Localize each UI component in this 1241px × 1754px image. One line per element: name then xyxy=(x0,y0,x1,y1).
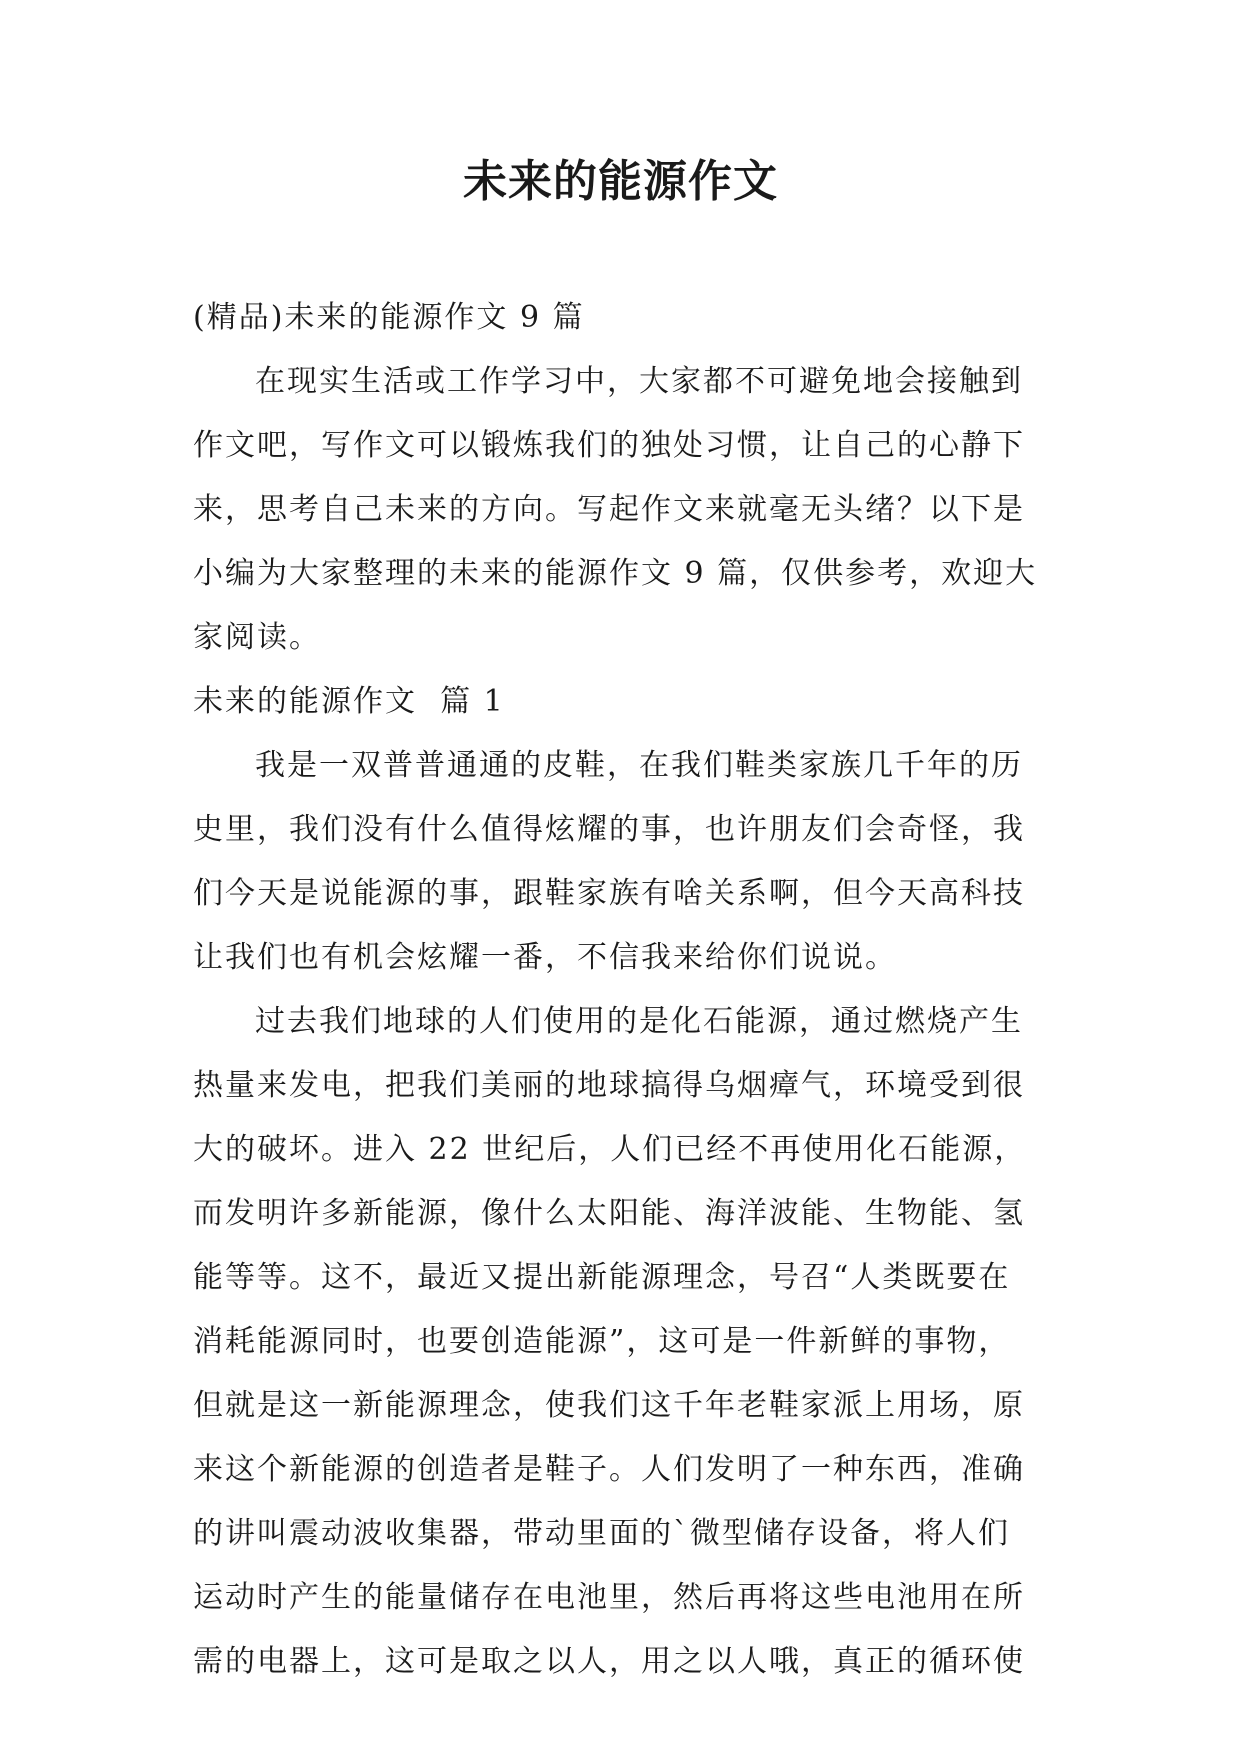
paragraph-line: 能等等。这不，最近又提出新能源理念，号召“人类既要在 xyxy=(193,1260,1011,1295)
document-title: 未来的能源作文 xyxy=(463,156,778,207)
intro-paragraph xyxy=(193,350,1053,670)
document-subtitle: (精品)未来的能源作文 9 篇 xyxy=(193,300,585,335)
paragraph-line: 们今天是说能源的事，跟鞋家族有啥关系啊，但今天高科技 xyxy=(193,876,1025,911)
paragraph-line: 大的破坏。进入 22 世纪后，人们已经不再使用化石能源， xyxy=(193,1132,1027,1167)
intro-line: 在现实生活或工作学习中，大家都不可避免地会接触到 xyxy=(255,364,1023,399)
intro-line: 作文吧，写作文可以锻炼我们的独处习惯，让自己的心静下 xyxy=(193,428,1025,463)
document-body xyxy=(193,286,1053,1694)
paragraph-line: 需的电器上，这可是取之以人，用之以人哦，真正的循环使 xyxy=(193,1644,1025,1679)
paragraph-line: 热量来发电，把我们美丽的地球搞得乌烟瘴气，环境受到很 xyxy=(193,1068,1025,1103)
paragraph-line: 运动时产生的能量储存在电池里，然后再将这些电池用在所 xyxy=(193,1580,1025,1615)
intro-line: 小编为大家整理的未来的能源作文 9 篇，仅供参考，欢迎大 xyxy=(193,556,1038,591)
paragraph-line: 消耗能源同时，也要创造能源”，这可是一件新鲜的事物， xyxy=(193,1324,1011,1359)
paragraph-line: 史里，我们没有什么值得炫耀的事，也许朋友们会奇怪，我 xyxy=(193,812,1025,847)
paragraph-2 xyxy=(193,990,1053,1694)
paragraph-1 xyxy=(193,734,1053,990)
paragraph-line: 过去我们地球的人们使用的是化石能源，通过燃烧产生 xyxy=(255,1004,1023,1039)
paragraph-line: 但就是这一新能源理念，使我们这千年老鞋家派上用场，原 xyxy=(193,1388,1025,1423)
paragraph-line: 的讲叫震动波收集器，带动里面的`微型储存设备，将人们 xyxy=(193,1516,1010,1551)
intro-line: 家阅读。 xyxy=(193,620,321,655)
intro-line: 来，思考自己未来的方向。写起作文来就毫无头绪？以下是 xyxy=(193,492,1025,527)
paragraph-line: 让我们也有机会炫耀一番，不信我来给你们说说。 xyxy=(193,940,897,975)
section-heading: 未来的能源作文 篇 1 xyxy=(193,684,505,719)
paragraph-line: 我是一双普普通通的皮鞋，在我们鞋类家族几千年的历 xyxy=(255,748,1023,783)
paragraph-line: 来这个新能源的创造者是鞋子。人们发明了一种东西，准确 xyxy=(193,1452,1025,1487)
paragraph-line: 而发明许多新能源，像什么太阳能、海洋波能、生物能、氢 xyxy=(193,1196,1025,1231)
